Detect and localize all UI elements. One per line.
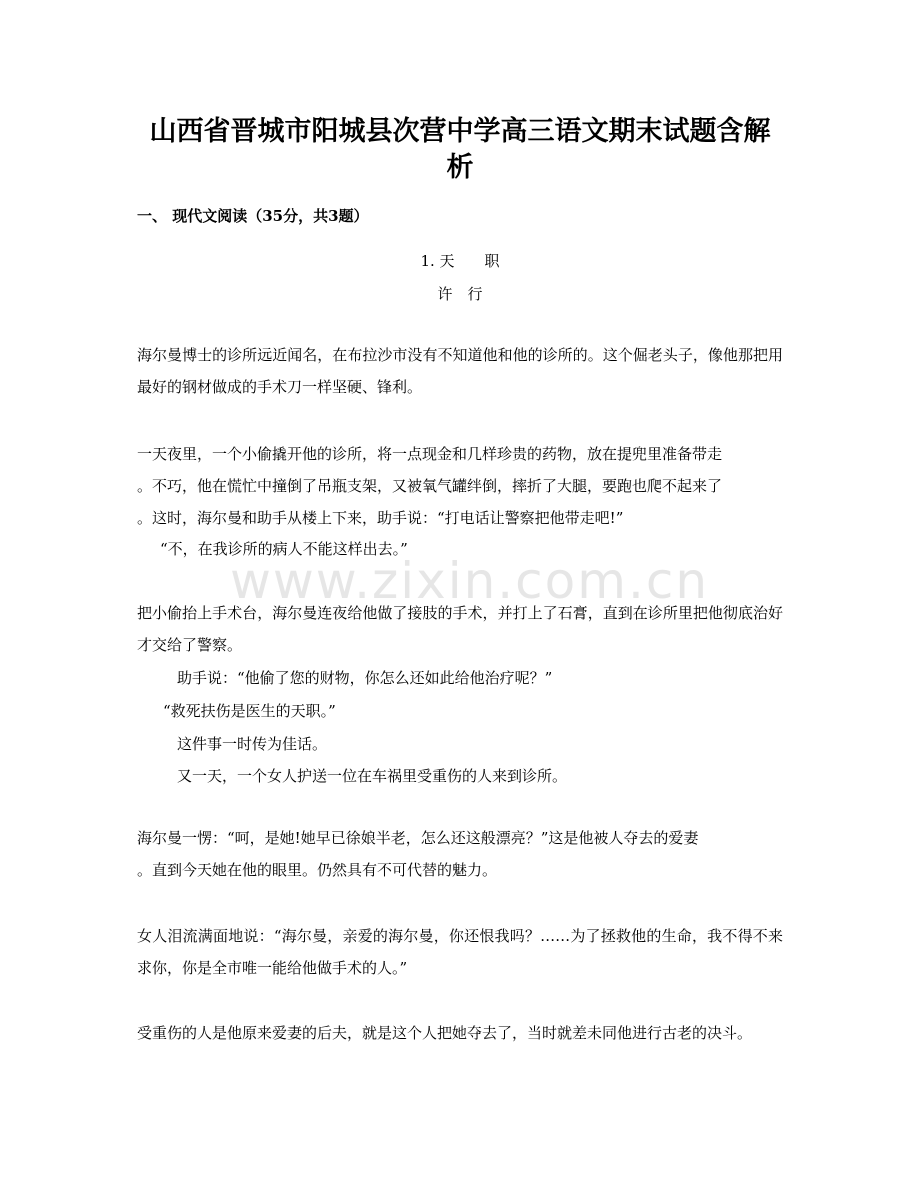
paragraph-5: 助手说：“他偷了您的财物，你怎么还如此给他治疗呢？” (177, 669, 553, 687)
paragraph-11: 受重伤的人是他原来爱妻的后夫，就是这个人把她夺去了，当时就差未同他进行古老的决斗。 (137, 1024, 753, 1042)
paragraph-2-line-1: 一天夜里，一个小偷撬开他的诊所，将一点现金和几样珍贵的药物，放在提兜里准备带走 (137, 445, 723, 463)
document-title-line1: 山西省晋城市阳城县次营中学高三语文期末试题含解 (149, 116, 771, 147)
paragraph-2-line-2: 。不巧，他在慌忙中撞倒了吊瓶支架，又被氧气罐绊倒，摔折了大腿，要跑也爬不起来了 (137, 477, 723, 495)
paragraph-4: 把小偷抬上手术台，海尔曼连夜给他做了接肢的手术，并打上了石膏，直到在诊所里把他彻底治好才交给了警察。 (137, 604, 783, 654)
paragraph-6: “救死扶伤是医生的天职。” (163, 702, 336, 720)
paragraph-7: 这件事一时传为佳话。 (177, 735, 328, 753)
paragraph-9-line-2: 。直到今天她在他的眼里。仍然具有不可代替的魅力。 (137, 861, 498, 879)
paragraph-3: “不，在我诊所的病人不能这样出去。” (160, 540, 408, 558)
document-title-line2: 析 (446, 152, 474, 183)
paragraph-1: 海尔曼博士的诊所远近闻名，在布拉沙市没有不知道他和他的诊所的。这个倔老头子，像他那把用最好的钢材做成的手术刀一样坚硬、锋利。 (137, 346, 783, 396)
paragraph-2-line-3: 。这时，海尔曼和助手从楼上下来，助手说：“打电话让警察把他带走吧!” (137, 509, 624, 527)
watermark: www.zixin.com.cn (230, 552, 710, 610)
section-heading: 一、 现代文阅读（35分，共3题） (137, 207, 369, 225)
paragraph-10: 女人泪流满面地说：“海尔曼，亲爱的海尔曼，你还恨我吗？……为了拯救他的生命，我不得不来求你，你是全市唯一能给他做手术的人。” (137, 927, 783, 977)
paragraph-9-line-1: 海尔曼一愣：“呵，是她!她早已徐娘半老，怎么还这般漂亮？”这是他被人夺去的爱妻 (137, 829, 699, 847)
paragraph-8: 又一天，一个女人护送一位在车祸里受重伤的人来到诊所。 (177, 767, 568, 785)
story-title: 1. 天 职 (420, 252, 500, 270)
story-author: 许 行 (437, 285, 483, 303)
